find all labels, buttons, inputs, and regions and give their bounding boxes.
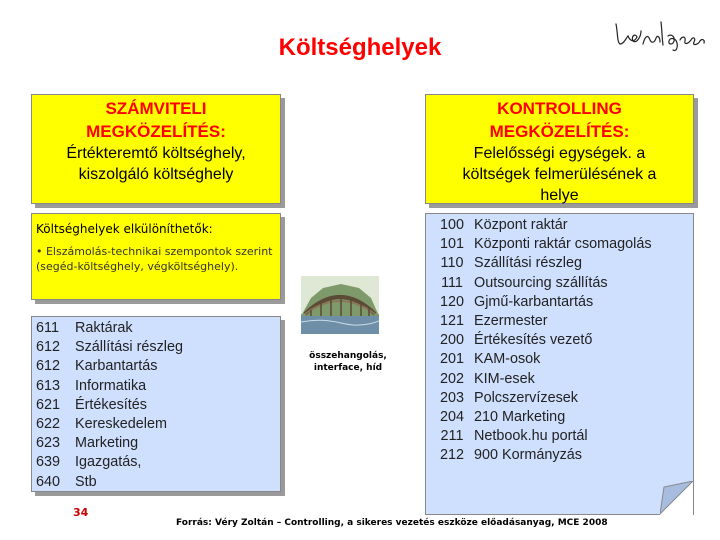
- cost-center-name: Raktárak: [75, 320, 133, 336]
- cost-center-row: [36, 453, 280, 472]
- heading-line: KONTROLLING: [497, 99, 622, 118]
- cost-center-code: 212: [439, 447, 464, 464]
- cost-center-row: [36, 377, 280, 396]
- cost-center-code: 101: [439, 236, 464, 253]
- cost-center-code: 622: [36, 416, 61, 433]
- cost-center-name: 900 Kormányzás: [474, 447, 582, 464]
- cost-center-row: [430, 312, 693, 331]
- cost-center-row: [430, 254, 693, 273]
- controlling-approach-box: [425, 94, 694, 204]
- cost-center-row: [430, 293, 693, 312]
- accounting-cost-center-list: [31, 316, 281, 492]
- cost-center-name: Polcszervízesek: [474, 389, 578, 406]
- cost-center-code: 639: [36, 454, 61, 471]
- cost-center-list: [426, 216, 693, 466]
- heading-line: MEGKÖZELÍTÉS:: [86, 122, 226, 141]
- cost-center-name: Informatika: [75, 377, 147, 394]
- description-line: költségek felmerülésének a: [462, 166, 657, 183]
- description-line: kiszolgáló költséghely: [78, 166, 234, 183]
- cost-center-row: [36, 473, 280, 492]
- caption-line: interface, híd: [313, 363, 383, 373]
- page-title: Költséghelyek: [278, 34, 442, 61]
- cost-center-name: KAM-osok: [474, 351, 541, 368]
- cost-center-name: Outsourcing szállítás: [474, 274, 608, 291]
- cost-center-name: Szállítási részleg: [474, 255, 582, 272]
- cost-center-code: 611: [36, 320, 59, 336]
- cost-center-name: Marketing: [75, 435, 139, 452]
- separation-box: [31, 213, 281, 300]
- cost-center-code: 121: [439, 313, 464, 330]
- cost-center-row: [430, 216, 693, 235]
- description-line: Értékteremtő költséghely,: [66, 145, 246, 162]
- separation-text: • Elszámolás-technikai szempontok szerint (segéd-költséghely, végköltséghely).: [36, 245, 273, 273]
- cost-center-code: 203: [439, 389, 464, 406]
- controlling-approach-description: [426, 143, 693, 206]
- cost-center-row: [36, 319, 280, 338]
- cost-center-row: [430, 446, 693, 465]
- cost-center-code: 100: [439, 217, 464, 233]
- cost-center-code: 204: [439, 409, 464, 426]
- bridge-caption: [298, 350, 398, 374]
- cost-center-name: 210 Marketing: [474, 409, 566, 426]
- accounting-approach-heading: [32, 95, 280, 143]
- cost-center-name: Netbook.hu portál: [474, 428, 588, 445]
- cost-center-code: 111: [441, 274, 463, 291]
- cost-center-code: 200: [439, 332, 464, 349]
- heading-line: MEGKÖZELÍTÉS:: [489, 122, 630, 141]
- cost-center-name: Gjmű-karbantartás: [474, 293, 594, 310]
- cost-center-row: [430, 427, 693, 446]
- cost-center-code: 211: [440, 428, 464, 445]
- accounting-approach-description: [32, 143, 280, 185]
- cost-center-row: [430, 274, 693, 293]
- controlling-cost-center-list: [425, 213, 694, 515]
- cost-center-row: [430, 235, 693, 254]
- cost-center-code: 202: [439, 370, 464, 387]
- cost-center-row: [36, 396, 280, 415]
- cost-center-row: [36, 415, 280, 434]
- cost-center-row: [430, 408, 693, 427]
- source-note: Forrás: Véry Zoltán – Controlling, a sikeres vezetés eszköze előadásanyag, MCE 2008: [176, 518, 608, 528]
- cost-center-name: Igazgatás,: [75, 454, 142, 471]
- cost-center-list: [32, 319, 280, 492]
- cost-center-code: 612: [36, 339, 61, 356]
- cost-center-name: Értékesítés: [75, 396, 147, 413]
- cost-center-row: [430, 389, 693, 408]
- cost-center-row: [36, 434, 280, 453]
- cost-center-code: 110: [440, 255, 464, 272]
- cost-center-name: Karbantartás: [75, 358, 158, 375]
- cost-center-row: [430, 350, 693, 369]
- heading-line: SZÁMVITELI: [105, 99, 207, 118]
- description-line: helye: [540, 187, 579, 204]
- cost-center-row: [36, 357, 280, 376]
- cost-center-code: 623: [36, 435, 61, 452]
- cost-center-row: [430, 331, 693, 350]
- folded-corner-icon: [660, 481, 694, 515]
- caption-line: összehangolás,: [309, 351, 387, 361]
- cost-center-name: Stb: [75, 473, 97, 490]
- page-number: 34: [73, 506, 89, 519]
- cost-center-code: 612: [36, 358, 61, 375]
- cost-center-name: Kereskedelem: [75, 416, 167, 433]
- cost-center-row: [36, 338, 280, 357]
- cost-center-name: Ezermester: [474, 313, 548, 330]
- signature-image: [610, 14, 710, 54]
- bridge-icon: [301, 276, 379, 334]
- cost-center-name: KIM-esek: [474, 370, 535, 387]
- separation-heading: Költséghelyek elkülöníthetők:: [36, 222, 213, 236]
- cost-center-code: 613: [36, 377, 61, 394]
- cost-center-name: Központi raktár csomagolás: [474, 236, 652, 253]
- cost-center-row: [430, 370, 693, 389]
- cost-center-name: Központ raktár: [474, 217, 568, 233]
- cost-center-name: Szállítási részleg: [75, 339, 183, 356]
- cost-center-code: 120: [439, 293, 464, 310]
- cost-center-name: Értékesítés vezető: [474, 332, 593, 349]
- controlling-approach-heading: [426, 95, 693, 143]
- accounting-approach-box: [31, 94, 281, 204]
- cost-center-code: 640: [36, 473, 61, 490]
- cost-center-code: 201: [439, 351, 464, 368]
- cost-center-code: 621: [36, 396, 61, 413]
- description-line: Felelősségi egységek. a: [473, 145, 646, 162]
